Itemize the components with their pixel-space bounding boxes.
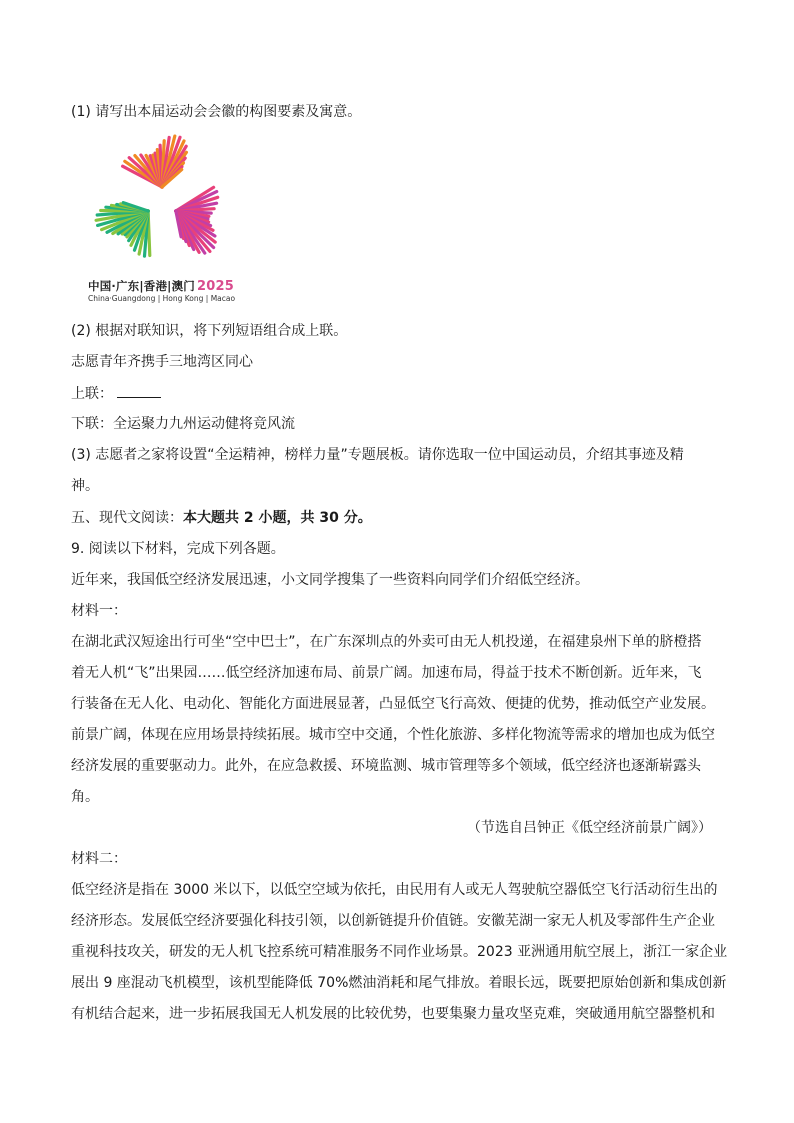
intro-paragraph: 近年来，我国低空经济发展迅速，小文同学搜集了一些资料向同学们介绍低空经济。 [71,572,589,588]
material-2-title: 材料二： [71,851,127,867]
material-2-line: 经济形态。发展低空经济要强化科技引领，以创新链提升价值链。安徽芜湖一家无人机及零部件生产企业 [71,913,715,929]
material-2-line: 展出 9 座混动飞机模型，该机型能降低 70%燃油消耗和尾气排放。着眼长远，既要把原始创新和集成创新 [71,975,727,991]
question-3-line-1: (3) 志愿者之家将设置“全运精神，榜样力量”专题展板。请你选取一位中国运动员，介绍其事迹及精 [71,447,684,463]
upper-couplet: 上联： [71,383,161,404]
games-emblem [84,128,240,310]
emblem-flower-icon [84,128,240,278]
material-1-line: 在湖北武汉短途出行可坐“空中巴士”，在广东深圳点的外卖可由无人机投递，在福建泉州下单的脐橙搭 [71,634,702,650]
material-2-line: 有机结合起来，进一步拓展我国无人机发展的比较优势，也要集聚力量攻坚克难，突破通用航空器整机和 [71,1006,715,1022]
emblem-center [153,194,171,212]
question-9: 9. 阅读以下材料，完成下列各题。 [71,541,285,557]
section-5-heading: 五、现代文阅读：本大题共 2 小题，共 30 分。 [71,510,372,526]
material-1-line: 角。 [71,789,99,805]
lower-couplet: 下联：全运聚力九州运动健将竞风流 [71,416,295,432]
material-2-line: 重视科技攻关，研发的无人机飞控系统可精准服务不同作业场景。2023 亚洲通用航空展上，浙江一家企业 [71,944,728,960]
material-1-line: 经济发展的重要驱动力。此外，在应急救援、环境监测、城市管理等多个领域，低空经济也逐渐崭露头 [71,758,701,774]
question-2: (2) 根据对联知识，将下列短语组合成上联。 [71,323,348,339]
material-1-title: 材料一： [71,603,127,619]
material-1-source: （节选自吕钟正《低空经济前景广阔》） [467,820,712,836]
emblem-english-text: China·Guangdong | Hong Kong | Macao [88,294,236,303]
material-1-line: 着无人机“飞”出果园……低空经济加速布局、前景广阔。加速布局，得益于技术不断创新。近年来，飞 [71,665,702,681]
material-1-line: 前景广阔，体现在应用场景持续拓展。城市空中交通，个性化旅游、多样化物流等需求的增加也成为低空 [71,727,715,743]
phrases: 志愿青年齐携手三地湾区同心 [71,354,253,370]
question-3-line-2: 神。 [71,478,99,494]
question-1: (1) 请写出本届运动会会徽的构图要素及寓意。 [71,104,362,120]
material-2-line: 低空经济是指在 3000 米以下，以低空空域为依托，由民用有人或无人驾驶航空器低空飞行活动衍生出的 [71,882,718,898]
answer-blank[interactable] [117,383,161,398]
material-1-line: 行装备在无人化、电动化、智能化方面进展显著，凸显低空飞行高效、便捷的优势，推动低空产业发展。 [71,696,715,712]
emblem-chinese-text: 中国·广东|香港|澳门 2025 [88,279,234,294]
